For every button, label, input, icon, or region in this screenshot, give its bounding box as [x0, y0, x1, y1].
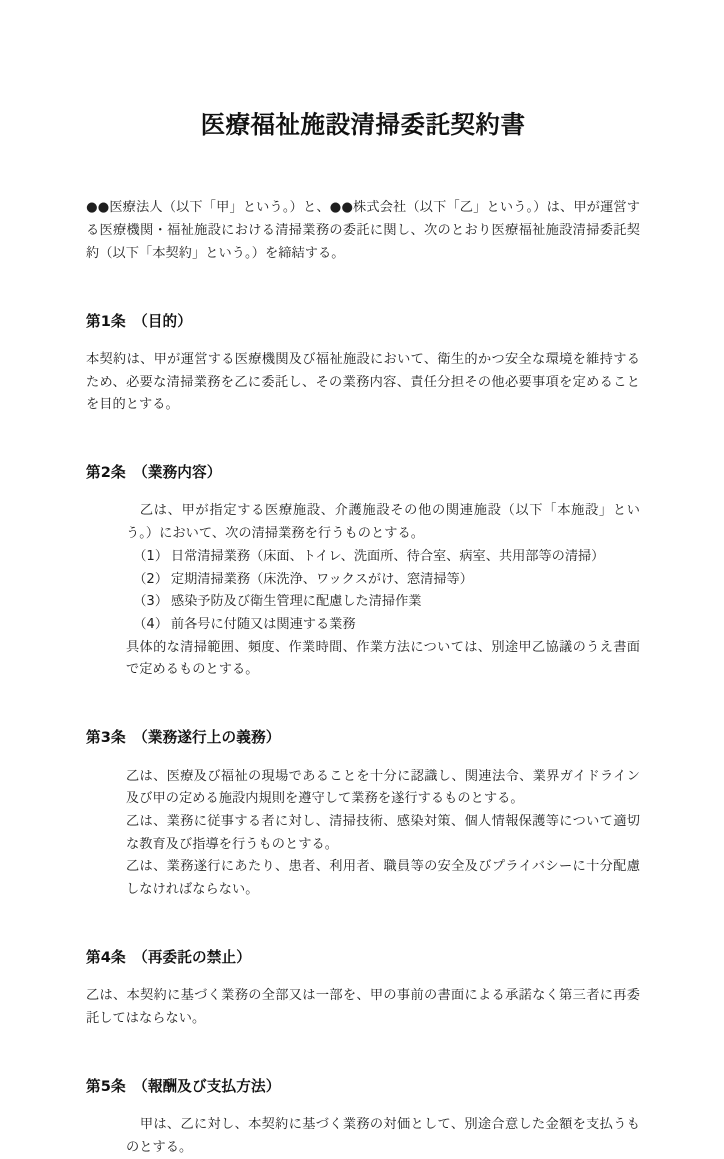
article-1-heading	[86, 312, 640, 332]
article-5-heading	[86, 1077, 640, 1097]
list-item-number: （4）	[133, 616, 169, 632]
article-4-title: （再委託の禁止）	[133, 948, 251, 966]
article-2-title: （業務内容）	[133, 464, 222, 482]
paragraph: 乙は、本契約に基づく業務の全部又は一部を、甲の事前の書面による承諾なく第三者に再委託してはならない。	[86, 988, 640, 1026]
paragraph: 乙は、業務遂行にあたり、患者、利用者、職員等の安全及びプライバシーに十分配慮しなければならない。	[126, 859, 640, 898]
document-title: 医療福祉施設清掃委託契約書	[200, 110, 526, 139]
article-4-number: 第4条	[86, 948, 126, 966]
list-item	[126, 591, 640, 614]
list-item-text: 前各号に付随又は関連する業務	[170, 616, 356, 632]
list-item	[126, 614, 640, 637]
article-3-body	[126, 766, 640, 902]
article-1-body	[86, 349, 640, 417]
article-3-number: 第3条	[86, 729, 126, 747]
list-item-text: 定期清掃業務（床洗浄、ワックスがけ、窓清掃等）	[170, 571, 473, 587]
list-item	[126, 569, 640, 592]
paragraph: 乙は、医療及び福祉の現場であることを十分に認識し、関連法令、業界ガイドライン及び甲の定める施設内規則を遵守して業務を遂行するものとする。	[126, 768, 640, 807]
preamble-paragraph: ●●医療法人（以下「甲」という。）と、●●株式会社（以下「乙」という。）は、甲が運営する医療機関・福祉施設における清掃業務の委託に関し、次のとおり医療福祉施設清掃委託契約（以下「本契約」という。）を締結する。	[86, 200, 640, 261]
list-item-number: （3）	[133, 594, 169, 610]
article-2	[86, 463, 640, 682]
article-2-body	[126, 500, 640, 682]
article-3-title: （業務遂行上の義務）	[133, 729, 281, 747]
list-item-text: 感染予防及び衛生管理に配慮した清掃作業	[170, 594, 422, 610]
article-1-title: （目的）	[133, 312, 193, 330]
list-item	[126, 546, 640, 569]
article-3	[86, 728, 640, 902]
article-2-heading	[86, 463, 640, 483]
article-2-item-list	[126, 546, 640, 637]
article-1-number: 第1条	[86, 312, 126, 330]
paragraph: 甲は、乙に対し、本契約に基づく業務の対価として、別途合意した金額を支払うものとする。	[126, 1116, 640, 1155]
list-item-number: （1）	[133, 548, 169, 564]
article-2-number: 第2条	[86, 464, 126, 482]
article-4-heading	[86, 948, 640, 968]
article-5-body	[126, 1114, 640, 1159]
list-item-text: 日常清掃業務（床面、トイレ、洗面所、待合室、病室、共用部等の清掃）	[170, 548, 605, 564]
paragraph: 本契約は、甲が運営する医療機関及び福祉施設において、衛生的かつ安全な環境を維持するため、必要な清掃業務を乙に委託し、その業務内容、責任分担その他必要事項を定めることを目的とする。	[86, 351, 640, 413]
paragraph: 具体的な清掃範囲、頻度、作業時間、作業方法については、別途甲乙協議のうえ書面で定めるものとする。	[126, 639, 640, 678]
article-1	[86, 312, 640, 418]
paragraph: 乙は、甲が指定する医療施設、介護施設その他の関連施設（以下「本施設」という。）において、次の清掃業務を行うものとする。	[126, 503, 640, 542]
document-body	[86, 0, 640, 1159]
article-3-heading	[86, 728, 640, 748]
list-item-number: （2）	[133, 571, 169, 587]
article-5-title: （報酬及び支払方法）	[133, 1077, 281, 1095]
article-5	[86, 1077, 640, 1159]
paragraph: 乙は、業務に従事する者に対し、清掃技術、感染対策、個人情報保護等について適切な教育及び指導を行うものとする。	[126, 813, 640, 852]
article-5-number: 第5条	[86, 1077, 126, 1095]
article-4	[86, 948, 640, 1031]
